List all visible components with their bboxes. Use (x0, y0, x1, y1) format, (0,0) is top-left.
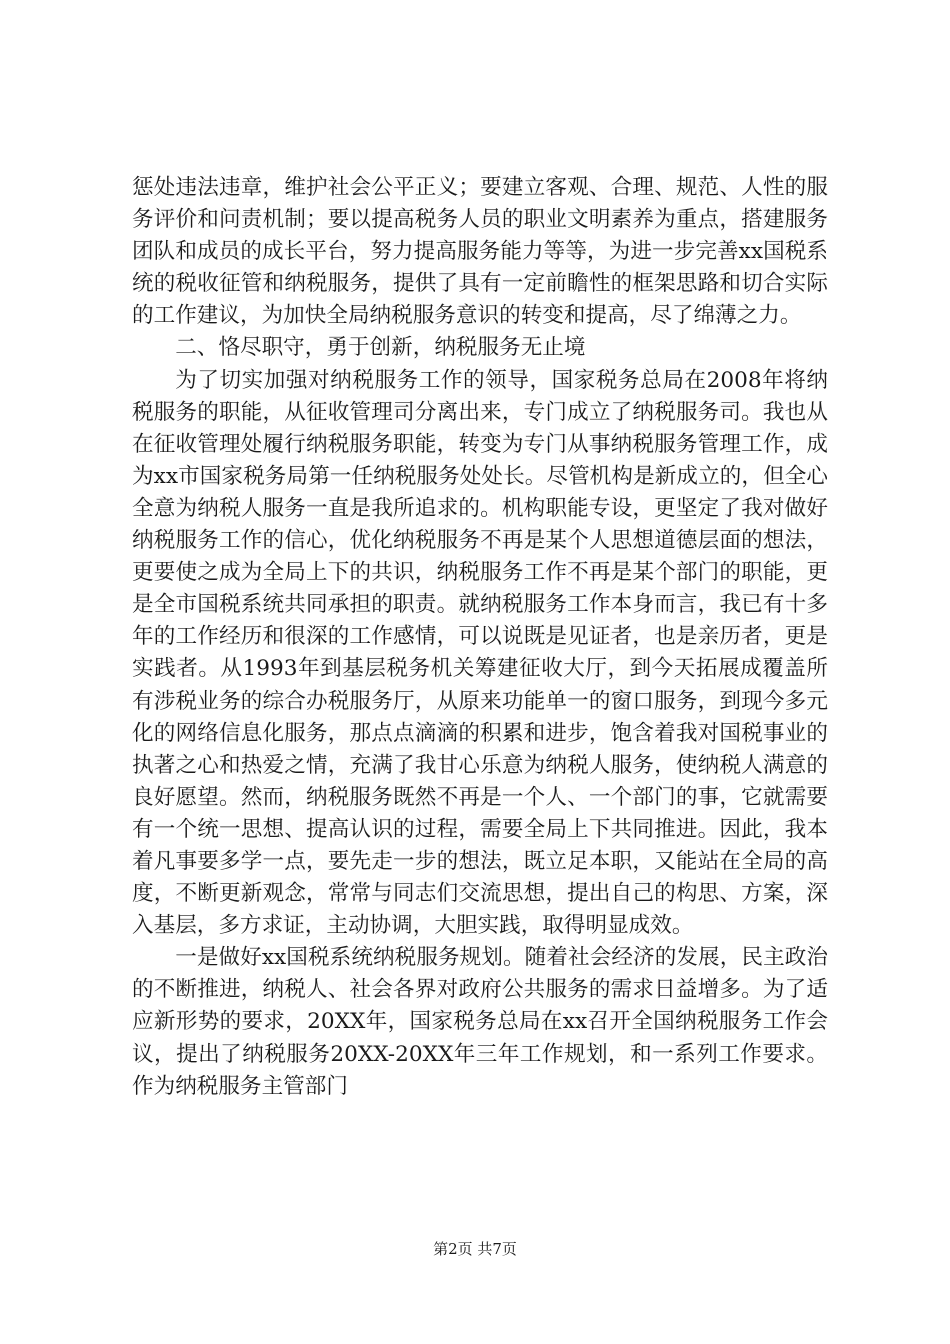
page-footer: 第2页 共7页 (433, 1240, 517, 1258)
paragraph-body: 为了切实加强对纳税服务工作的领导，国家税务总局在2008年将纳税服务的职能，从征收管理司分离出来，专门成立了纳税服务司。我也从在征收管理处履行纳税服务职能，转变为专门从事纳税服务管理工作，成为xx市国家税务局第一任纳税服务处处长。尽管机构是新成立的，但全心全意为纳税人服务一直是我所追求的。机构职能专设，更坚定了我对做好纳税服务工作的信心，优化纳税服务不再是某个人思想道德层面的想法，更要使之成为全局上下的共识，纳税服务工作不再是某个部门的职能，更是全市国税系统共同承担的职责。就纳税服务工作本身而言，我已有十多年的工作经历和很深的工作感情，可以说既是见证者，也是亲历者，更是实践者。从1993年到基层税务机关筹建征收大厅，到今天拓展成覆盖所有涉税业务的综合办税服务厅，从原来功能单一的窗口服务，到现今多元化的网络信息化服务，那点点滴滴的积累和进步，饱含着我对国税事业的执著之心和热爱之情，充满了我甘心乐意为纳税人服务，使纳税人满意的良好愿望。然而，纳税服务既然不再是一个人、一个部门的事，它就需要有一个统一思想、提高认识的过程，需要全局上下共同推进。因此，我本着凡事要多学一点，要先走一步的想法，既立足本职，又能站在全局的高度，不断更新观念，常常与同志们交流思想，提出自己的构思、方案，深入基层，多方求证，主动协调，大胆实践，取得明显成效。 (132, 367, 828, 939)
paragraph-continuation: 惩处违法违章，维护社会公平正义；要建立客观、合理、规范、人性的服务评价和问责机制；要以提高税务人员的职业文明素养为重点，搭建服务团队和成员的成长平台，努力提高服务能力等等，为进一步完善xx国税系统的税收征管和纳税服务，提供了具有一定前瞻性的框架思路和切合实际的工作建议，为加快全局纳税服务意识的转变和提高，尽了绵薄之力。 (132, 175, 828, 329)
section-heading: 二、恪尽职守，勇于创新，纳税服务无止境 (175, 335, 586, 361)
document-body (132, 172, 828, 1103)
paragraph-body: 一是做好xx国税系统纳税服务规划。随着社会经济的发展，民主政治的不断推进，纳税人、社会各界对政府公共服务的需求日益增多。为了适应新形势的要求，20XX年，国家税务总局在xx召开全国纳税服务工作会议，提出了纳税服务20XX-20XX年三年工作规划，和一系列工作要求。作为纳税服务主管部门 (132, 945, 828, 1099)
